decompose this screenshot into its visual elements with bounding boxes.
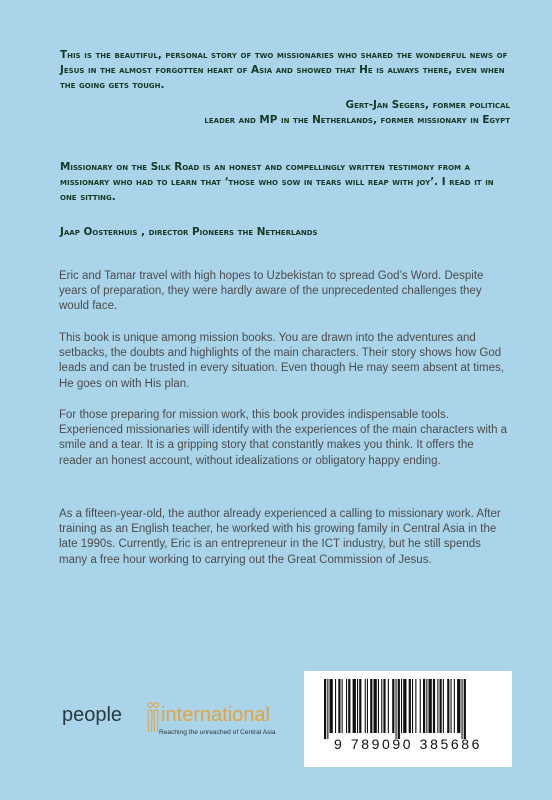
barcode-bar	[359, 679, 361, 733]
barcode-bar	[462, 679, 463, 739]
barcode-bar	[443, 679, 444, 733]
endorsement-quote-1: This is the beautiful, personal story of two missionaries who shared the wonderful news of Jesus in the almost forgotten heart of Asia and showed that He is always there, even when the going gets tough.	[60, 49, 508, 92]
barcode-bar	[327, 679, 328, 739]
barcode-bar	[357, 679, 358, 733]
barcode-bar	[457, 679, 460, 733]
barcode-bar	[415, 679, 416, 733]
barcode-bar	[451, 679, 452, 733]
barcode-bar	[420, 679, 421, 733]
barcode-bar	[454, 679, 455, 733]
barcode-bar	[365, 679, 366, 733]
publisher-logo	[62, 701, 292, 741]
endorsement-author-1	[60, 98, 510, 128]
barcode-bar	[426, 679, 427, 733]
endorsement-author-1-line2: leader and MP in the Netherlands, former missionary in Egypt	[204, 114, 510, 127]
barcode-bar	[423, 679, 425, 733]
barcode-bar	[378, 679, 379, 733]
people-figures-icon	[146, 701, 160, 735]
barcode-bar	[324, 679, 326, 739]
barcode-bar	[403, 679, 406, 733]
barcode-bar	[401, 679, 402, 733]
endorsement-author-2: Jaap Oosterhuis , director Pioneers the Netherlands	[60, 226, 318, 238]
barcode-bar	[330, 679, 333, 733]
barcode-bar	[412, 679, 413, 733]
barcode-bar	[388, 679, 389, 733]
barcode-bar	[398, 679, 400, 739]
isbn-barcode	[304, 671, 512, 767]
barcode-bars	[304, 671, 512, 767]
isbn-number: 9 789090 385686	[334, 736, 482, 752]
barcode-bar	[433, 679, 435, 733]
barcode-bar	[409, 679, 411, 733]
publisher-tagline: Reaching the unreached of Central Asia	[159, 729, 276, 736]
barcode-bar	[396, 679, 397, 739]
blurb-paragraph-2: This book is unique among mission books. You are drawn into the adventures and setbacks, the doubts and highlights of the main characters. Their story shows how God leads and can be trusted in every situation. Even though He may seem absent at times, He goes on with His plan.	[59, 332, 504, 390]
barcode-bar	[342, 679, 343, 733]
endorsement-quote-2: Missionary on the Silk Road is an honest and compellingly written testimony from a missionary who had to learn that ‘those who sow in tears will reap with joy’. I read it in one sitting.	[60, 161, 494, 204]
barcode-bar	[335, 679, 336, 733]
barcode-bar	[374, 679, 377, 733]
barcode-bar	[370, 679, 372, 733]
barcode-bar	[440, 679, 442, 733]
barcode-bar	[338, 679, 340, 733]
barcode-bar	[392, 679, 394, 733]
barcode-bar	[447, 679, 449, 733]
barcode-bar	[381, 679, 382, 733]
barcode-bar	[346, 679, 347, 733]
barcode-bar	[348, 679, 350, 733]
endorsement-author-1-line1: Gert-Jan Segers, former political	[345, 99, 510, 111]
barcode-bar	[437, 679, 438, 733]
publisher-name-international: international	[161, 704, 270, 726]
blurb-paragraph-1: Eric and Tamar travel with high hopes to Uzbekistan to spread God’s Word. Despite years of preparation, they were hardly aware of the unprecedented challenges they would face.	[59, 270, 484, 313]
blurb-paragraph-3: For those preparing for mission work, this book provides indispensable tools. Experienced missionaries will identify with the experiences of the main characters with a smile and a tear. It is a gripping story that constantly makes you think. It offers the reader an honest account, without idealizations or obligatory happy ending.	[59, 409, 508, 467]
barcode-bar	[429, 679, 432, 733]
barcode-bar	[367, 679, 368, 733]
barcode-bar	[353, 679, 356, 733]
barcode-bar	[383, 679, 385, 733]
blurb-paragraph-4: As a fifteen-year-old, the author already experienced a calling to missionary work. After training as an English teacher, he worked with his growing family in Central Asia in the late 1990s. Currently, Eric is an entrepreneur in the ICT industry, but he still spends many a free hour working to carrying out the Great Commission of Jesus.	[59, 508, 501, 566]
publisher-name-people: people	[62, 704, 123, 726]
barcode-bar	[464, 679, 466, 739]
